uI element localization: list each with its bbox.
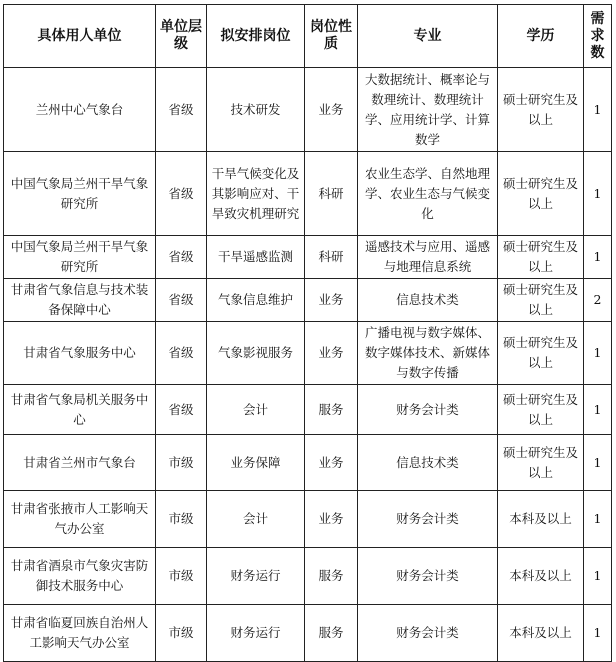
table-row: [4, 152, 612, 236]
cell-major: 财务会计类: [358, 605, 498, 662]
cell-level: 市级: [156, 435, 207, 491]
recruitment-table: [3, 4, 612, 662]
cell-nature: 科研: [305, 236, 358, 279]
cell-post: 财务运行: [207, 605, 305, 662]
cell-post: 干旱气候变化及其影响应对、干旱致灾机理研究: [207, 152, 305, 236]
cell-education: 硕士研究生及以上: [498, 385, 584, 435]
table-row: [4, 385, 612, 435]
cell-education: 硕士研究生及以上: [498, 322, 584, 385]
cell-nature: 业务: [305, 435, 358, 491]
cell-education: 本科及以上: [498, 548, 584, 605]
cell-education: 硕士研究生及以上: [498, 236, 584, 279]
cell-nature: 服务: [305, 385, 358, 435]
cell-count: 1: [584, 491, 612, 548]
cell-count: 1: [584, 605, 612, 662]
table-row: [4, 491, 612, 548]
cell-major: 广播电视与数字媒体、数字媒体技术、新媒体与数字传播: [358, 322, 498, 385]
cell-unit: 兰州中心气象台: [4, 68, 156, 152]
cell-major: 信息技术类: [358, 279, 498, 322]
cell-post: 业务保障: [207, 435, 305, 491]
cell-post: 干旱遥感监测: [207, 236, 305, 279]
cell-count: 2: [584, 279, 612, 322]
cell-education: 硕士研究生及以上: [498, 68, 584, 152]
cell-major: 财务会计类: [358, 385, 498, 435]
cell-post: 气象信息维护: [207, 279, 305, 322]
cell-nature: 科研: [305, 152, 358, 236]
cell-unit: 甘肃省兰州市气象台: [4, 435, 156, 491]
cell-nature: 服务: [305, 605, 358, 662]
cell-level: 市级: [156, 491, 207, 548]
cell-major: 财务会计类: [358, 548, 498, 605]
cell-level: 省级: [156, 236, 207, 279]
cell-post: 技术研发: [207, 68, 305, 152]
header-nature: 岗位性质: [305, 5, 358, 68]
cell-education: 硕士研究生及以上: [498, 152, 584, 236]
table-row: [4, 548, 612, 605]
cell-level: 省级: [156, 279, 207, 322]
cell-level: 省级: [156, 385, 207, 435]
cell-nature: 业务: [305, 68, 358, 152]
header-education: 学历: [498, 5, 584, 68]
cell-unit: 甘肃省临夏回族自治州人工影响天气办公室: [4, 605, 156, 662]
cell-level: 省级: [156, 152, 207, 236]
header-count: 需求数: [584, 5, 612, 68]
cell-unit: 甘肃省张掖市人工影响天气办公室: [4, 491, 156, 548]
cell-level: 市级: [156, 605, 207, 662]
cell-major: 信息技术类: [358, 435, 498, 491]
cell-education: 硕士研究生及以上: [498, 279, 584, 322]
table-row: [4, 279, 612, 322]
cell-count: 1: [584, 435, 612, 491]
table-row: [4, 68, 612, 152]
cell-major: 大数据统计、概率论与数理统计、数理统计学、应用统计学、计算数学: [358, 68, 498, 152]
header-unit: 具体用人单位: [4, 5, 156, 68]
cell-count: 1: [584, 236, 612, 279]
cell-unit: 甘肃省气象局机关服务中心: [4, 385, 156, 435]
table-body: [4, 68, 612, 662]
table-row: [4, 605, 612, 662]
header-major: 专业: [358, 5, 498, 68]
cell-education: 硕士研究生及以上: [498, 435, 584, 491]
cell-count: 1: [584, 68, 612, 152]
cell-post: 气象影视服务: [207, 322, 305, 385]
cell-unit: 甘肃省酒泉市气象灾害防御技术服务中心: [4, 548, 156, 605]
cell-post: 财务运行: [207, 548, 305, 605]
header-row: [4, 5, 612, 68]
cell-count: 1: [584, 385, 612, 435]
cell-count: 1: [584, 152, 612, 236]
cell-count: 1: [584, 548, 612, 605]
cell-level: 市级: [156, 548, 207, 605]
cell-unit: 中国气象局兰州干旱气象研究所: [4, 236, 156, 279]
cell-major: 农业生态学、自然地理学、农业生态与气候变化: [358, 152, 498, 236]
cell-education: 本科及以上: [498, 491, 584, 548]
cell-nature: 业务: [305, 279, 358, 322]
cell-nature: 业务: [305, 491, 358, 548]
cell-post: 会计: [207, 491, 305, 548]
cell-unit: 甘肃省气象服务中心: [4, 322, 156, 385]
header-level: 单位层级: [156, 5, 207, 68]
header-post: 拟安排岗位: [207, 5, 305, 68]
cell-post: 会计: [207, 385, 305, 435]
cell-major: 遥感技术与应用、遥感与地理信息系统: [358, 236, 498, 279]
table-row: [4, 236, 612, 279]
cell-unit: 甘肃省气象信息与技术装备保障中心: [4, 279, 156, 322]
cell-major: 财务会计类: [358, 491, 498, 548]
table-row: [4, 322, 612, 385]
cell-nature: 业务: [305, 322, 358, 385]
cell-education: 本科及以上: [498, 605, 584, 662]
cell-count: 1: [584, 322, 612, 385]
cell-nature: 服务: [305, 548, 358, 605]
cell-level: 省级: [156, 322, 207, 385]
cell-level: 省级: [156, 68, 207, 152]
cell-unit: 中国气象局兰州干旱气象研究所: [4, 152, 156, 236]
table-row: [4, 435, 612, 491]
